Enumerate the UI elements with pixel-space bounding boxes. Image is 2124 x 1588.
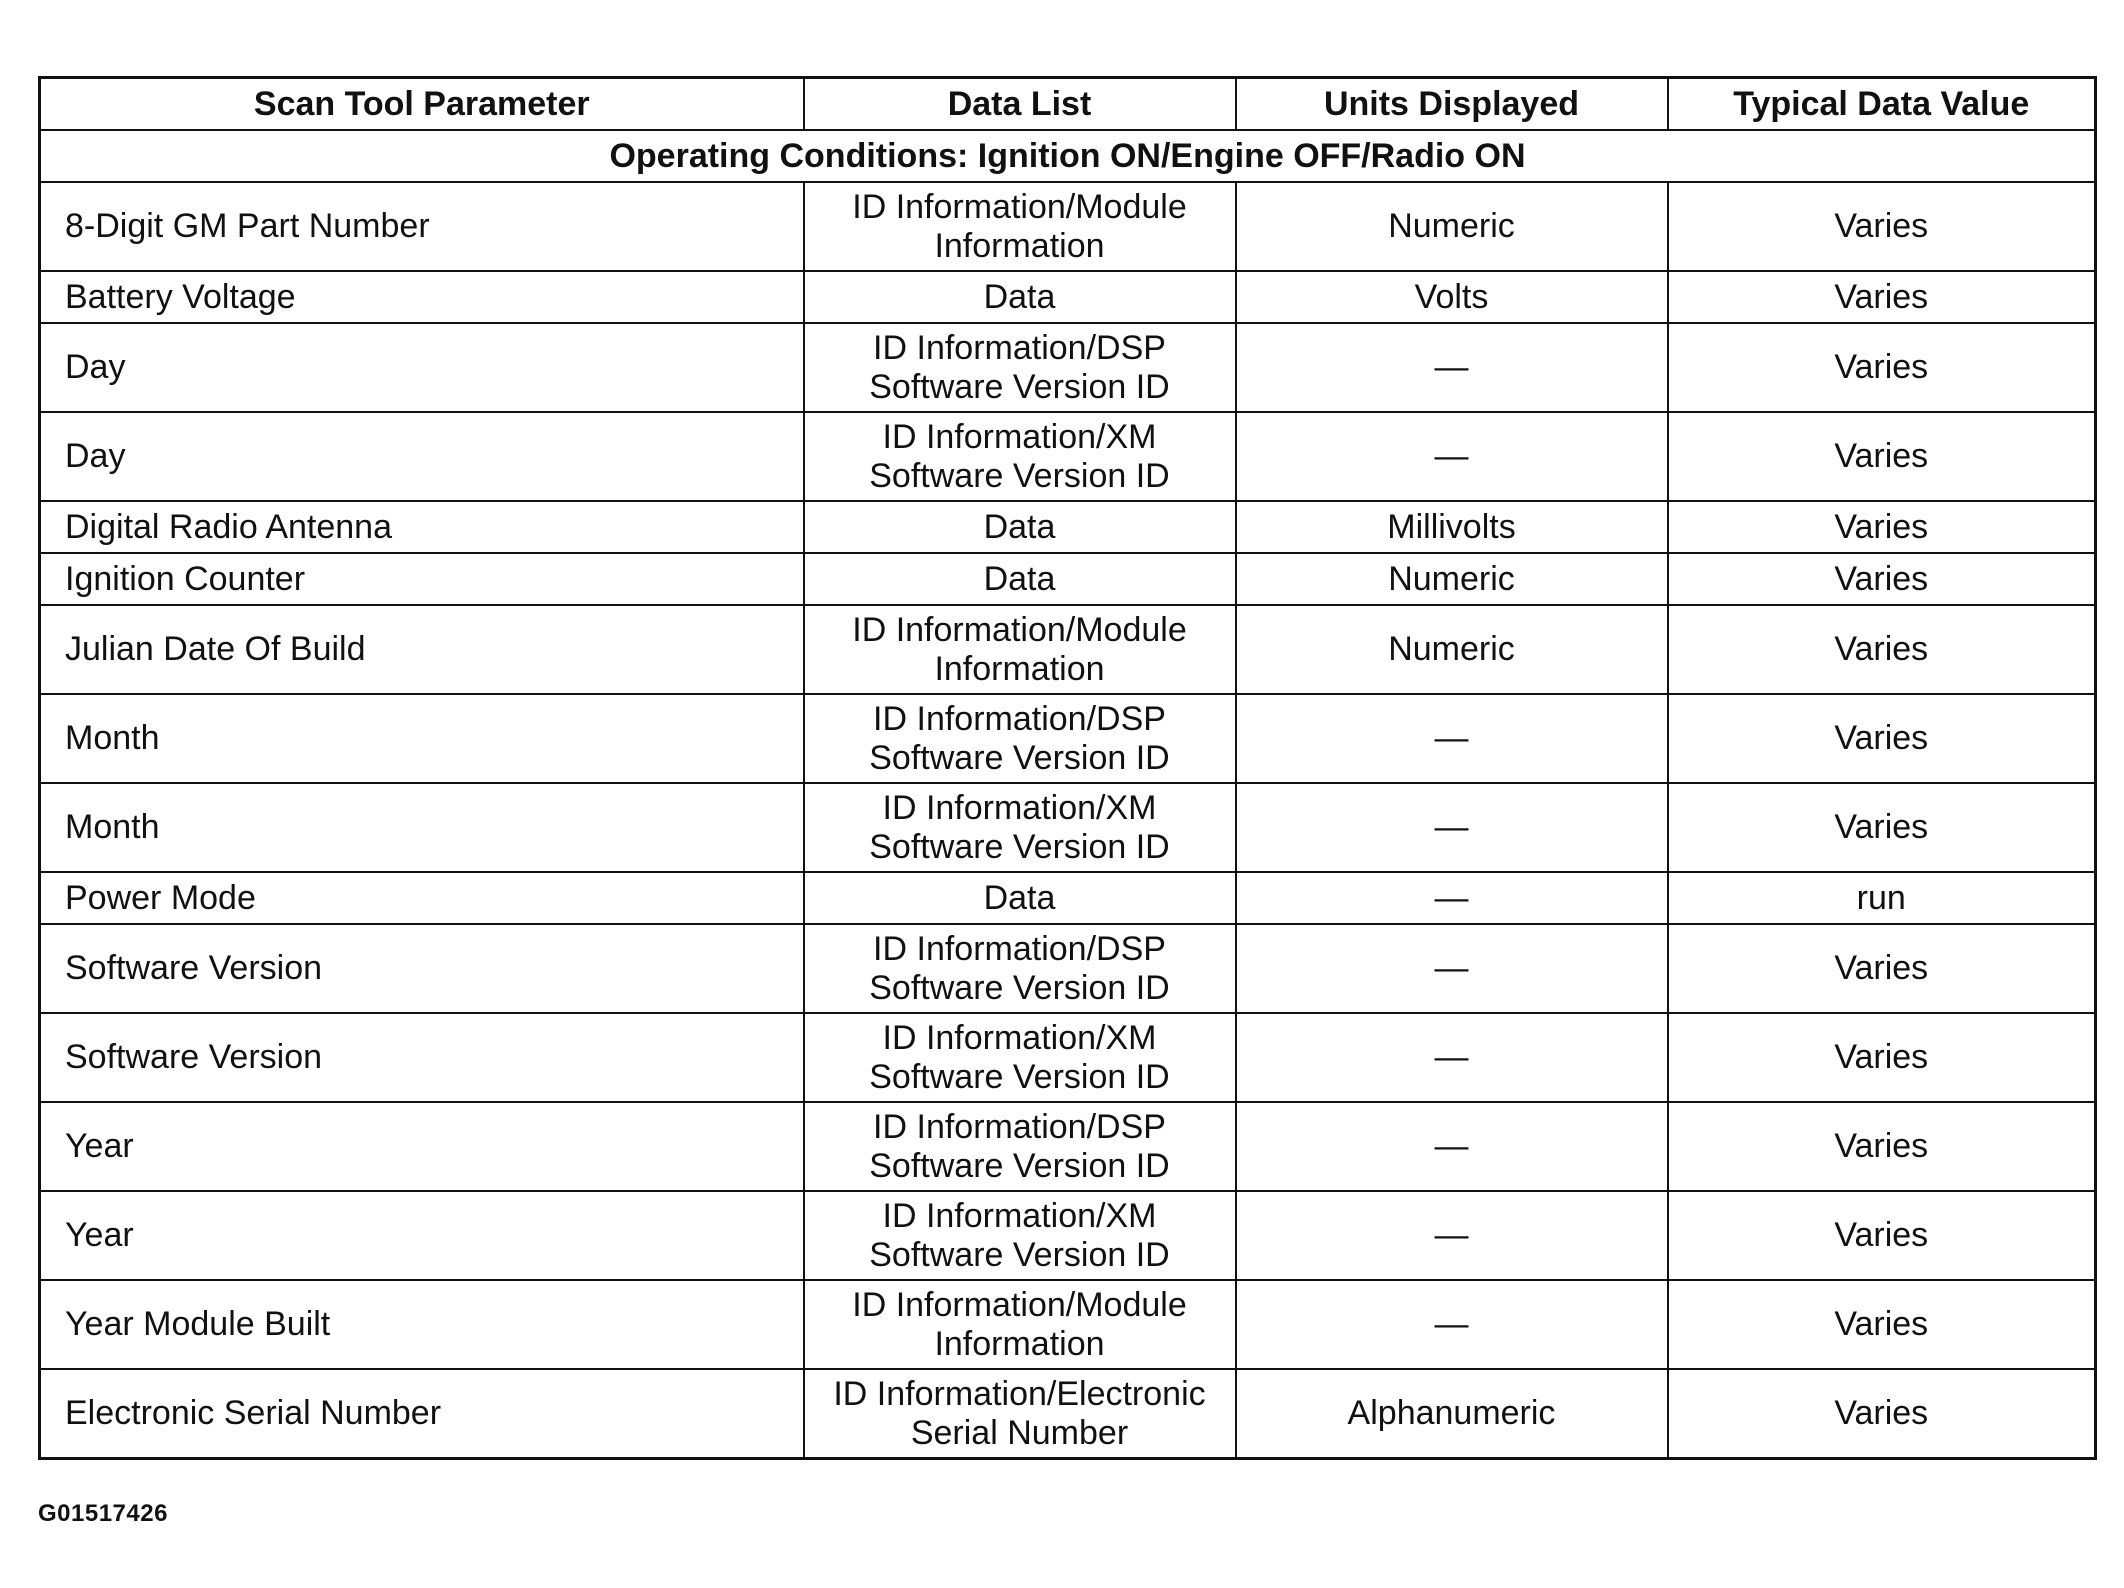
cell-typical-value bbox=[1668, 412, 2096, 501]
table-row bbox=[40, 323, 2096, 412]
cell-units-text: — bbox=[1434, 808, 1469, 846]
cell-units bbox=[1236, 1369, 1668, 1459]
cell-typical-value-text: Varies bbox=[1834, 1305, 1929, 1343]
cell-typical-value-text: Varies bbox=[1834, 719, 1929, 757]
cell-units-text: Millivolts bbox=[1387, 507, 1516, 546]
cell-parameter-text: Year Module Built bbox=[65, 1305, 331, 1343]
table-row bbox=[40, 182, 2096, 271]
cell-units bbox=[1236, 872, 1668, 924]
cell-units bbox=[1236, 182, 1668, 271]
cell-units bbox=[1236, 323, 1668, 412]
cell-parameter-text: Software Version bbox=[65, 949, 323, 987]
cell-typical-value-text: Varies bbox=[1834, 1394, 1929, 1432]
header-scan-tool-parameter: Scan Tool Parameter bbox=[40, 78, 804, 131]
cell-data-list-text: Data bbox=[983, 277, 1056, 316]
cell-parameter-text: Software Version bbox=[65, 1038, 323, 1076]
cell-parameter bbox=[40, 924, 804, 1013]
cell-data-list bbox=[804, 323, 1236, 412]
cell-units bbox=[1236, 1102, 1668, 1191]
cell-typical-value bbox=[1668, 694, 2096, 783]
table-row bbox=[40, 1013, 2096, 1102]
cell-typical-value bbox=[1668, 553, 2096, 605]
cell-typical-value-text: Varies bbox=[1834, 949, 1929, 987]
cell-units-text: Alphanumeric bbox=[1347, 1394, 1556, 1432]
cell-typical-value bbox=[1668, 271, 2096, 323]
table-row bbox=[40, 783, 2096, 872]
cell-parameter bbox=[40, 182, 804, 271]
cell-units-text: Numeric bbox=[1388, 630, 1515, 668]
cell-data-list bbox=[804, 783, 1236, 872]
header-typical-data-value: Typical Data Value bbox=[1668, 78, 2096, 131]
cell-parameter bbox=[40, 1013, 804, 1102]
cell-parameter bbox=[40, 1191, 804, 1280]
cell-units bbox=[1236, 694, 1668, 783]
cell-units-text: Volts bbox=[1414, 277, 1489, 316]
cell-typical-value-text: Varies bbox=[1834, 277, 1929, 316]
cell-data-list-text: Data bbox=[983, 507, 1056, 546]
cell-typical-value bbox=[1668, 1013, 2096, 1102]
cell-units bbox=[1236, 1013, 1668, 1102]
cell-data-list-text: ID Information/DSP Software Version ID bbox=[869, 328, 1170, 406]
cell-typical-value-text: Varies bbox=[1834, 808, 1929, 846]
table-row bbox=[40, 501, 2096, 553]
cell-typical-value bbox=[1668, 1280, 2096, 1369]
cell-data-list-text: ID Information/Electronic Serial Number bbox=[833, 1374, 1206, 1452]
cell-parameter bbox=[40, 1280, 804, 1369]
cell-units-text: Numeric bbox=[1388, 559, 1515, 598]
table-row bbox=[40, 412, 2096, 501]
cell-data-list-text: ID Information/Module Information bbox=[852, 610, 1187, 688]
cell-units bbox=[1236, 501, 1668, 553]
table-row bbox=[40, 1191, 2096, 1280]
cell-data-list-text: Data bbox=[983, 878, 1056, 917]
header-units-displayed: Units Displayed bbox=[1236, 78, 1668, 131]
cell-data-list bbox=[804, 182, 1236, 271]
cell-typical-value-text: Varies bbox=[1834, 1038, 1929, 1076]
cell-typical-value-text: Varies bbox=[1834, 207, 1929, 245]
cell-parameter-text: Month bbox=[65, 808, 160, 846]
cell-parameter-text: Year bbox=[65, 1127, 134, 1165]
cell-data-list bbox=[804, 1369, 1236, 1459]
cell-units-text: — bbox=[1434, 719, 1469, 757]
cell-data-list-text: ID Information/Module Information bbox=[852, 1285, 1187, 1363]
table-row bbox=[40, 1280, 2096, 1369]
header-row bbox=[40, 78, 2096, 131]
cell-typical-value-text: Varies bbox=[1834, 507, 1929, 546]
cell-units-text: — bbox=[1434, 1127, 1469, 1165]
cell-data-list-text: ID Information/XM Software Version ID bbox=[869, 1196, 1170, 1274]
cell-units bbox=[1236, 1280, 1668, 1369]
cell-units-text: — bbox=[1434, 1216, 1469, 1254]
cell-data-list bbox=[804, 924, 1236, 1013]
table-row bbox=[40, 553, 2096, 605]
cell-parameter-text: Electronic Serial Number bbox=[65, 1394, 442, 1432]
cell-typical-value bbox=[1668, 924, 2096, 1013]
cell-parameter bbox=[40, 783, 804, 872]
cell-units bbox=[1236, 605, 1668, 694]
cell-parameter-text: Year bbox=[65, 1216, 134, 1254]
cell-parameter-text: Day bbox=[65, 437, 126, 475]
figure-id: G01517426 bbox=[38, 1500, 168, 1527]
cell-data-list-text: ID Information/DSP Software Version ID bbox=[869, 699, 1170, 777]
cell-parameter bbox=[40, 694, 804, 783]
cell-data-list bbox=[804, 553, 1236, 605]
cell-parameter-text: 8-Digit GM Part Number bbox=[65, 207, 430, 245]
cell-data-list-text: ID Information/XM Software Version ID bbox=[869, 1018, 1170, 1096]
cell-data-list-text: ID Information/DSP Software Version ID bbox=[869, 1107, 1170, 1185]
cell-data-list bbox=[804, 1191, 1236, 1280]
cell-data-list bbox=[804, 501, 1236, 553]
cell-units-text: — bbox=[1434, 437, 1469, 475]
cell-typical-value bbox=[1668, 605, 2096, 694]
cell-parameter-text: Julian Date Of Build bbox=[65, 630, 366, 668]
cell-units bbox=[1236, 553, 1668, 605]
cell-typical-value-text: Varies bbox=[1834, 559, 1929, 598]
cell-units-text: — bbox=[1434, 348, 1469, 386]
header-data-list: Data List bbox=[804, 78, 1236, 131]
cell-typical-value bbox=[1668, 501, 2096, 553]
cell-parameter-text: Battery Voltage bbox=[65, 277, 296, 316]
cell-parameter-text: Month bbox=[65, 719, 160, 757]
table-row bbox=[40, 694, 2096, 783]
table-row bbox=[40, 872, 2096, 924]
cell-typical-value-text: Varies bbox=[1834, 437, 1929, 475]
cell-parameter bbox=[40, 553, 804, 605]
cell-units bbox=[1236, 783, 1668, 872]
cell-data-list bbox=[804, 1013, 1236, 1102]
cell-data-list-text: ID Information/DSP Software Version ID bbox=[869, 929, 1170, 1007]
cell-typical-value bbox=[1668, 1102, 2096, 1191]
cell-typical-value bbox=[1668, 872, 2096, 924]
cell-data-list-text: Data bbox=[983, 559, 1056, 598]
cell-data-list bbox=[804, 1280, 1236, 1369]
cell-units-text: — bbox=[1434, 1305, 1469, 1343]
cell-parameter bbox=[40, 271, 804, 323]
table-row bbox=[40, 1102, 2096, 1191]
cell-units-text: — bbox=[1434, 878, 1469, 917]
cell-parameter bbox=[40, 501, 804, 553]
cell-data-list bbox=[804, 1102, 1236, 1191]
cell-parameter-text: Digital Radio Antenna bbox=[65, 507, 393, 546]
cell-typical-value bbox=[1668, 323, 2096, 412]
cell-typical-value bbox=[1668, 1369, 2096, 1459]
cell-typical-value-text: Varies bbox=[1834, 348, 1929, 386]
table-body bbox=[40, 130, 2096, 1459]
cell-typical-value-text: run bbox=[1856, 878, 1906, 917]
table-header bbox=[40, 78, 2096, 131]
cell-data-list bbox=[804, 605, 1236, 694]
cell-data-list bbox=[804, 271, 1236, 323]
table-row bbox=[40, 1369, 2096, 1459]
cell-data-list bbox=[804, 694, 1236, 783]
cell-units bbox=[1236, 412, 1668, 501]
cell-data-list-text: ID Information/Module Information bbox=[852, 187, 1187, 265]
cell-parameter bbox=[40, 412, 804, 501]
cell-typical-value bbox=[1668, 182, 2096, 271]
table-row bbox=[40, 271, 2096, 323]
cell-units-text: Numeric bbox=[1388, 207, 1515, 245]
cell-parameter bbox=[40, 1102, 804, 1191]
cell-typical-value-text: Varies bbox=[1834, 1127, 1929, 1165]
cell-parameter bbox=[40, 323, 804, 412]
cell-data-list-text: ID Information/XM Software Version ID bbox=[869, 788, 1170, 866]
cell-data-list bbox=[804, 872, 1236, 924]
cell-units bbox=[1236, 271, 1668, 323]
scan-tool-data-table bbox=[38, 76, 2097, 1460]
operating-conditions: Operating Conditions: Ignition ON/Engine OFF/Radio ON bbox=[40, 130, 2096, 182]
cell-data-list bbox=[804, 412, 1236, 501]
cell-parameter-text: Day bbox=[65, 348, 126, 386]
table-row bbox=[40, 605, 2096, 694]
cell-parameter bbox=[40, 1369, 804, 1459]
cell-parameter-text: Ignition Counter bbox=[65, 559, 306, 598]
cell-parameter bbox=[40, 872, 804, 924]
cell-parameter bbox=[40, 605, 804, 694]
cell-parameter-text: Power Mode bbox=[65, 878, 256, 917]
conditions-row bbox=[40, 130, 2096, 182]
cell-typical-value-text: Varies bbox=[1834, 630, 1929, 668]
table-row bbox=[40, 924, 2096, 1013]
cell-typical-value bbox=[1668, 1191, 2096, 1280]
cell-units-text: — bbox=[1434, 1038, 1469, 1076]
cell-units-text: — bbox=[1434, 949, 1469, 987]
cell-units bbox=[1236, 1191, 1668, 1280]
cell-typical-value bbox=[1668, 783, 2096, 872]
cell-units bbox=[1236, 924, 1668, 1013]
cell-typical-value-text: Varies bbox=[1834, 1216, 1929, 1254]
cell-data-list-text: ID Information/XM Software Version ID bbox=[869, 417, 1170, 495]
